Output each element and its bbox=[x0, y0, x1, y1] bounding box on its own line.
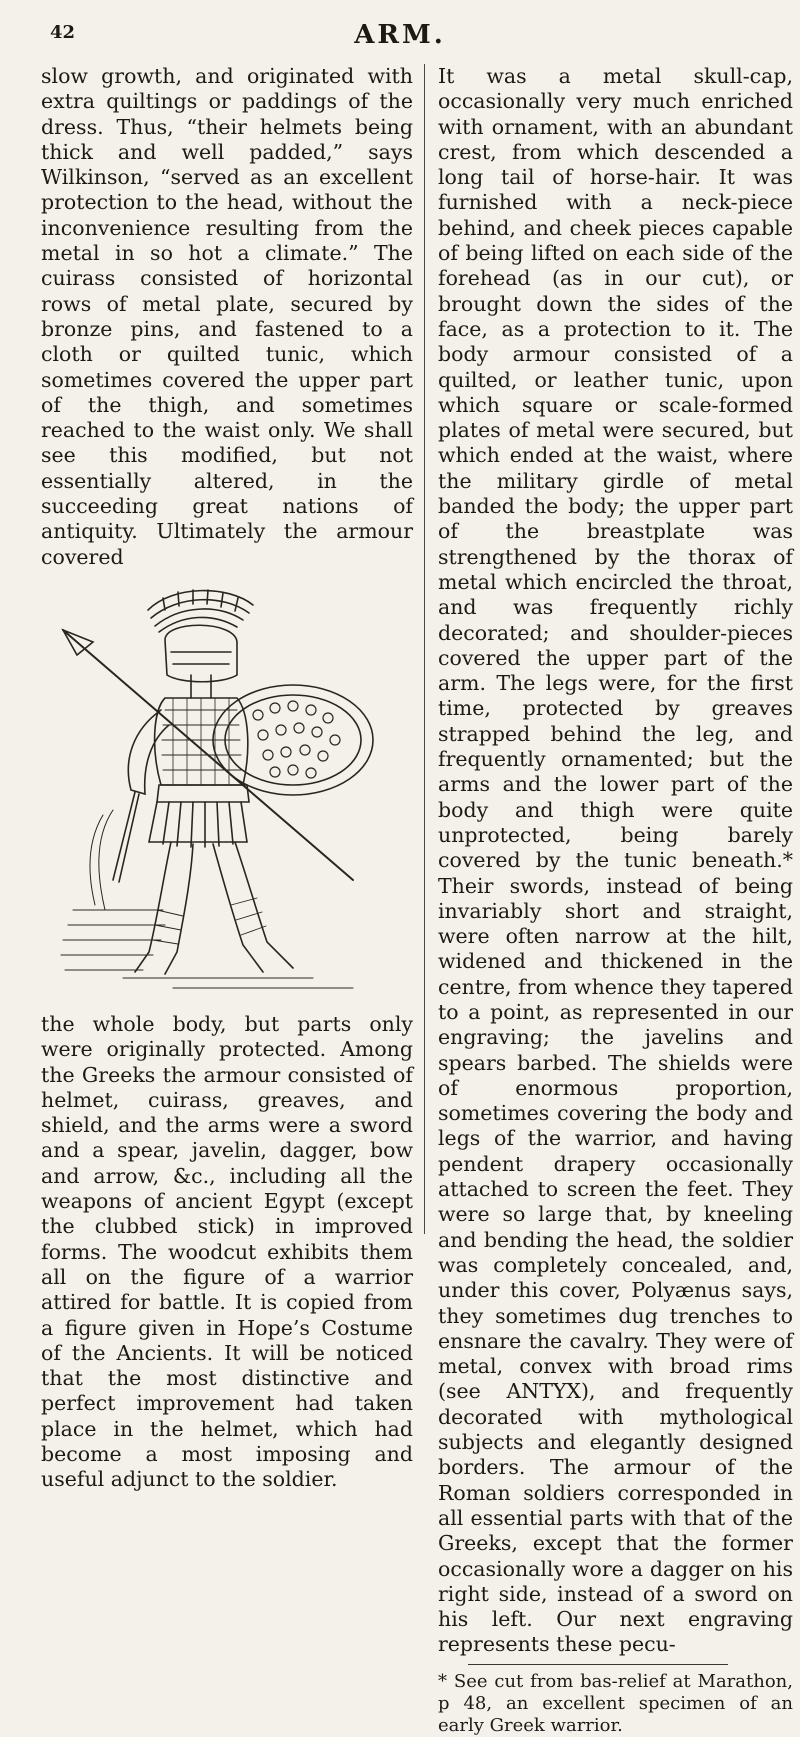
footnote-rule bbox=[468, 1664, 728, 1665]
right-paragraph-1: It was a metal skull-cap, occasionally very much enriched with ornament, with an abundant crest, from which descended a long tail of horse-hair. It was furnished with a neck-piece behind, and cheek pieces capable of being lifted on each side of the forehead (as in our cut), or brought down the sides of the face, as a protection to it. The body armour consisted of a quilted, or leather tunic, upon which square or scale-formed plates of metal were secured, but which ended at the waist, where the military girdle of metal banded the body; the upper part of the breastplate was strengthened by the thorax of metal which encircled the throat, and was frequently richly decorated; and shoulder-pieces covered the upper part of the arm. The legs were, for the first time, protected by greaves strapped behind the leg, and frequently ornamented; but the arms and the lower part of the body and thigh were quite unprotected, being barely covered by the tunic beneath.* Their swords, instead of being invariably short and straight, were often narrow at the hilt, widened and thickened in the centre, from whence they tapered to a point, as represented in our engraving; the javelins and spears barbed. The shields were of enormous proportion, sometimes covering the body and legs of the warrior, and having pendent drapery occasionally attached to screen the feet. They were so large that, by kneeling and bending the head, the soldier was completely concealed, and, under this cover, Polyænus says, they sometimes dug trenches to ensnare the cavalry. They were of metal, convex with broad rims (see ANTYX), and frequently decorated with mythological subjects and elegantly designed borders. The armour of the Roman soldiers corresponded in all essential parts with that of the Greeks, except that the former occasionally wore a dagger on his right side, instead of a sword on his left. Our next engraving represents these pecu- bbox=[438, 64, 793, 1657]
running-title: ARM. bbox=[354, 20, 446, 50]
warrior-woodcut-illustration bbox=[53, 580, 383, 1000]
left-column bbox=[41, 64, 413, 1493]
footnote: * See cut from bas-relief at Marathon, p 48, an excellent specimen of an early Greek warrior. bbox=[438, 1670, 793, 1736]
left-paragraph-1: slow growth, and originated with extra quiltings or paddings of the dress. Thus, “their helmets being thick and well padded,” says Wilkinson, “served as an excellent protection to the head, without the inconvenience resulting from the metal in so hot a climate.” The cuirass consisted of horizontal rows of metal plate, secured by bronze pins, and fastened to a cloth or quilted tunic, which sometimes covered the upper part of the thigh, and sometimes reached to the waist only. We shall see this modified, but not essentially altered, in the succeeding great nations of antiquity. Ultimately the armour covered bbox=[41, 64, 413, 569]
left-paragraph-2: the whole body, but parts only were originally protected. Among the Greeks the armour consisted of helmet, cuirass, greaves, and shield, and the arms were a sword and a spear, javelin, dagger, bow and arrow, &c., including all the weapons of ancient Egypt (except the clubbed stick) in improved forms. The woodcut exhibits them all on the figure of a warrior attired for battle. It is copied from a figure given in Hope’s Costume of the Ancients. It will be noticed that the most distinctive and perfect improvement had taken place in the helmet, which had become a most imposing and useful adjunct to the soldier. bbox=[41, 1011, 413, 1492]
greek-warrior-engraving bbox=[53, 580, 383, 1000]
column-divider bbox=[424, 64, 425, 1234]
page-number: 42 bbox=[50, 22, 76, 43]
right-column bbox=[438, 64, 793, 1737]
